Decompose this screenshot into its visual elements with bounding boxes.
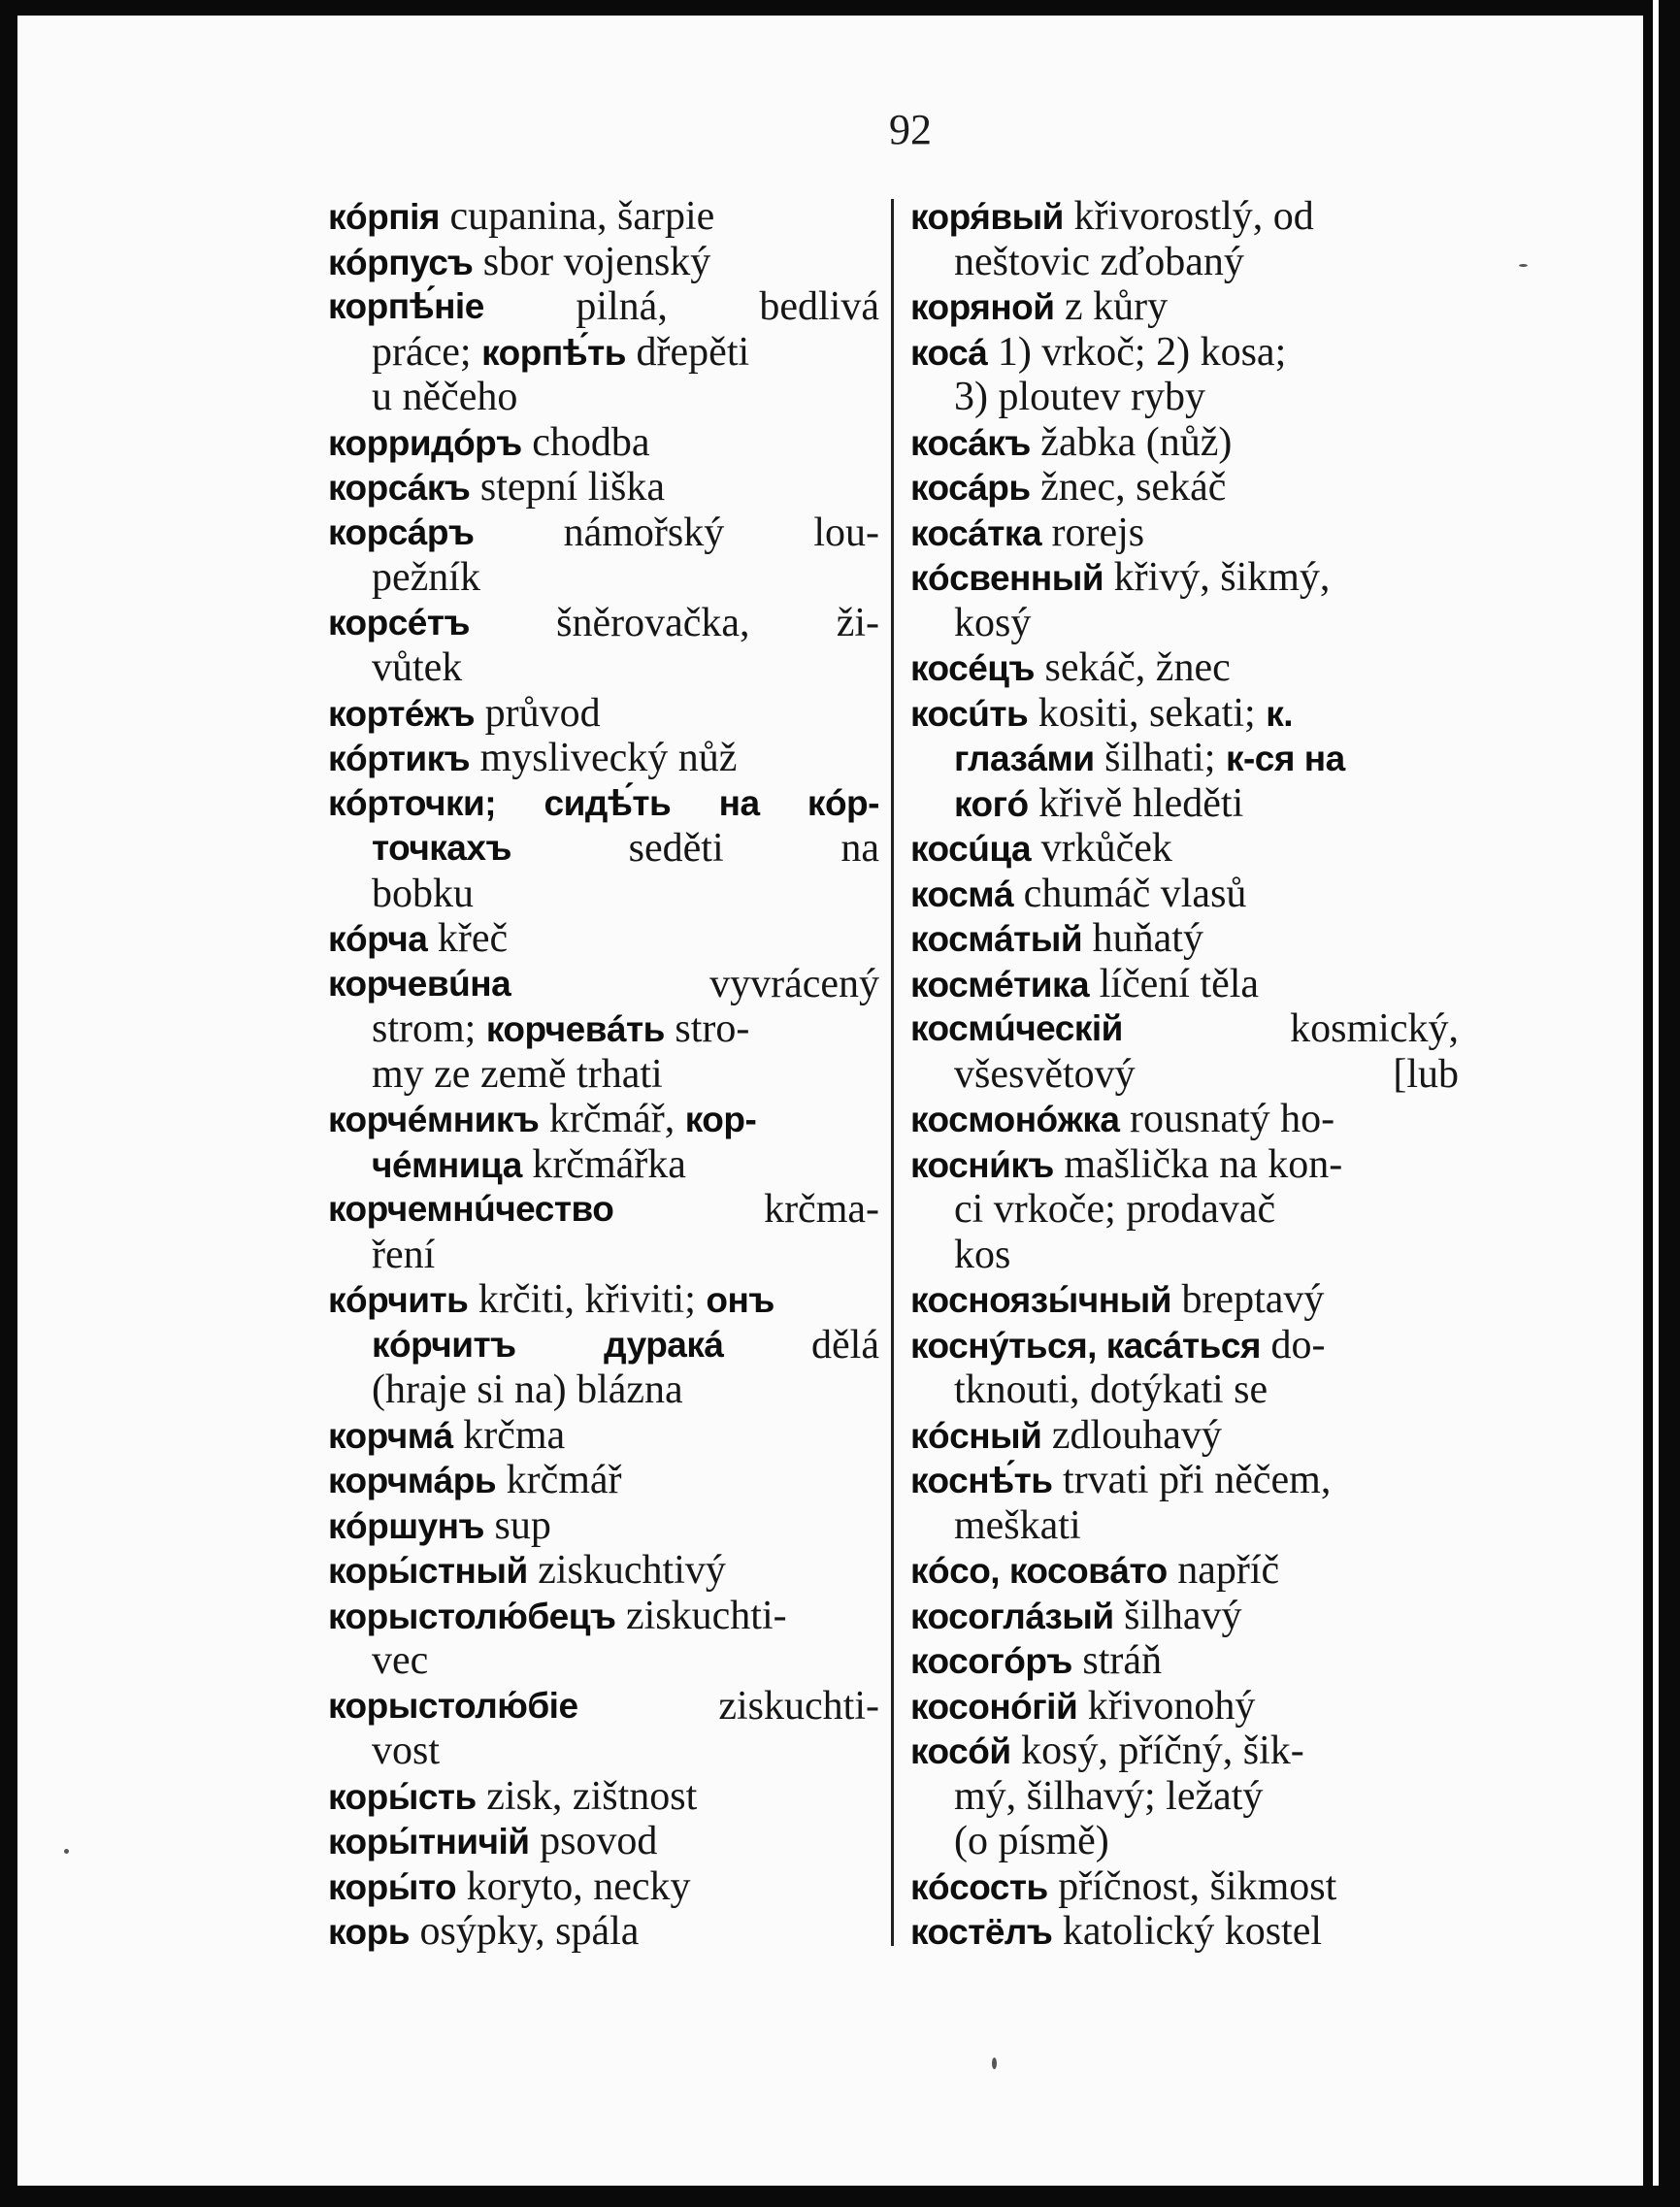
headword: кóрча (328, 919, 428, 959)
dictionary-entry-line (328, 691, 879, 737)
scan-border-left (0, 0, 17, 2207)
dictionary-entry-line (328, 284, 879, 330)
entry-continuation-line (910, 240, 1459, 285)
headword: кóрчитъ (372, 1324, 516, 1365)
dictionary-entry-line (328, 1909, 879, 1955)
scan-speck (1519, 264, 1528, 267)
headword: корь (328, 1912, 410, 1952)
translation: krčma (452, 1412, 566, 1458)
translation: křivorostlý, od (1063, 194, 1314, 239)
dictionary-entry-line (328, 1187, 879, 1233)
headword: корчмá (328, 1415, 453, 1456)
translation: líčení těla (1089, 961, 1260, 1006)
headword: кóсвенный (910, 558, 1104, 598)
headword: коря́вый (910, 197, 1064, 237)
right-column (910, 194, 1459, 1955)
translation: vůtek (372, 645, 463, 690)
dictionary-entry-line (328, 736, 879, 781)
headword: косéцъ (910, 648, 1036, 688)
dictionary-entry-line (910, 1638, 1459, 1684)
translation: šilhati; (1094, 736, 1226, 780)
dictionary-entry-line (328, 962, 879, 1007)
translation: sbor vojenský (473, 239, 711, 284)
dictionary-entry-line (328, 1684, 879, 1729)
headword: косáрь (910, 468, 1031, 508)
translation: ži- (836, 600, 879, 645)
dictionary-entry-line (910, 916, 1459, 962)
entry-continuation-line (328, 1323, 879, 1368)
headword: косúть (910, 693, 1029, 734)
translation: do- (1261, 1322, 1326, 1367)
scan-speck (992, 2058, 997, 2069)
headword: корчемнúчество (328, 1189, 614, 1229)
translation: žabka (nůž) (1030, 419, 1233, 465)
dictionary-entry-line (910, 1864, 1459, 1910)
translation: krčmářka (521, 1141, 686, 1187)
translation: sup (483, 1502, 551, 1548)
entry-continuation-line (910, 1819, 1459, 1864)
headword: космонóжка (910, 1100, 1120, 1139)
entry-continuation-line (328, 645, 879, 691)
translation: křivý, šikmý, (1104, 555, 1331, 600)
translation: na (840, 826, 879, 871)
translation: křivě hleděti (1028, 780, 1244, 826)
translation: rorejs (1041, 510, 1145, 555)
headword: коснѣ́ть (910, 1461, 1053, 1500)
translation: krčmář, (539, 1097, 685, 1141)
translation: katolický kostel (1052, 1909, 1323, 1954)
dictionary-entry-line (910, 1909, 1459, 1955)
translation: stepní liška (470, 465, 666, 510)
translation: zdlouhavý (1041, 1412, 1222, 1458)
translation: dělá (811, 1322, 879, 1367)
dictionary-entry-line (910, 1142, 1459, 1188)
dictionary-entry-line (328, 1458, 879, 1503)
scan-border-bottom (0, 2186, 1680, 2207)
translation: kosý, příčný, šik- (1010, 1729, 1304, 1773)
entry-continuation-line (910, 1233, 1459, 1278)
translation: ci vrkoče; prodavač (954, 1187, 1276, 1232)
headword: косáтка (910, 512, 1042, 553)
headword: дуракá (604, 1324, 724, 1365)
translation: breptavý (1170, 1277, 1325, 1322)
headword: коры́тничій (328, 1822, 530, 1861)
dictionary-entry-line (328, 1097, 879, 1142)
headword: точкахъ (372, 828, 511, 868)
translation: vost (372, 1729, 441, 1773)
dictionary-entry-line (910, 194, 1459, 240)
headword: коры́стный (328, 1551, 528, 1591)
entry-continuation-line (910, 781, 1459, 827)
translation: zisk, zištnost (476, 1773, 698, 1819)
headword: костёлъ (910, 1912, 1053, 1952)
dictionary-entry-line (328, 511, 879, 556)
dictionary-entry-line (910, 1323, 1459, 1368)
entry-continuation-line (328, 1006, 879, 1052)
translation: křeč (427, 916, 509, 961)
translation: ziskuchti- (718, 1683, 879, 1729)
headword: коры́сть (328, 1776, 477, 1817)
translation: [lub (1393, 1051, 1459, 1097)
translation: psovod (529, 1819, 658, 1863)
translation: chodba (521, 419, 650, 465)
dictionary-entry-line (328, 781, 879, 827)
dictionary-entry-line (910, 1413, 1459, 1459)
headword: кор- (684, 1100, 757, 1139)
dictionary-entry-line (328, 240, 879, 285)
dictionary-entry-line (910, 330, 1459, 376)
translation: strom; (372, 1006, 486, 1051)
headword: косогóръ (910, 1641, 1072, 1681)
dictionary-entry-line (910, 511, 1459, 556)
translation: šilhavý (1113, 1593, 1242, 1638)
dictionary-entry-line (328, 420, 879, 466)
translation: napříč (1167, 1548, 1280, 1593)
translation: kositi, sekati; (1028, 690, 1267, 736)
dictionary-entry-line (910, 872, 1459, 917)
headword: косонóгій (910, 1686, 1078, 1727)
translation: průvod (475, 690, 601, 736)
headword: кóртикъ (328, 739, 471, 778)
headword: кóршунъ (328, 1505, 484, 1546)
translation: dřepěti (626, 329, 750, 375)
headword: косóй (910, 1731, 1011, 1771)
headword: космúческій (910, 1008, 1123, 1048)
headword: кóр- (807, 782, 879, 823)
translation: krčma- (764, 1187, 879, 1232)
headword: корчевáть (485, 1009, 665, 1049)
headword: корчевúна (328, 963, 511, 1004)
entry-continuation-line (328, 1638, 879, 1684)
entry-continuation-line (910, 1367, 1459, 1413)
translation: osýpky, spála (409, 1909, 640, 1954)
page-number: 92 (889, 106, 932, 153)
entry-continuation-line (910, 736, 1459, 781)
dictionary-entry-line (328, 1594, 879, 1639)
headword: глазáми (954, 739, 1095, 778)
headword: сидѣ́ть (544, 782, 672, 823)
headword: косноязы́чный (910, 1280, 1171, 1320)
entry-continuation-line (910, 1774, 1459, 1820)
translation: mašlička na kon- (1053, 1141, 1343, 1187)
entry-continuation-line (328, 1367, 879, 1413)
translation: sekáč, žnec (1035, 645, 1231, 690)
translation: mý, šilhavý; ležatý (954, 1773, 1264, 1819)
headword: кóрпусъ (328, 242, 474, 282)
translation: kos (954, 1232, 1011, 1277)
entry-continuation-line (910, 1187, 1459, 1233)
dictionary-entry-line (910, 1277, 1459, 1323)
headword: косни́къ (910, 1144, 1054, 1185)
headword: космá (910, 873, 1014, 914)
headword: корсáкъ (328, 468, 471, 508)
headword: косá (910, 332, 988, 373)
translation: z kůry (1054, 284, 1169, 329)
headword: кóрчить (328, 1280, 469, 1320)
translation: námořský (563, 510, 725, 555)
headword: к-ся на (1225, 739, 1345, 778)
translation: žnec, sekáč (1030, 465, 1227, 510)
translation: pilná, (576, 284, 668, 329)
translation: seděti (628, 826, 724, 871)
dictionary-entry-line (910, 1548, 1459, 1594)
translation: krčmář (496, 1458, 622, 1502)
translation: vyvrácený (709, 961, 879, 1006)
dictionary-entry-line (328, 1277, 879, 1323)
dictionary-entry-line (910, 284, 1459, 330)
translation: kosmický, (1290, 1006, 1459, 1051)
headword: корпѣ́ть (481, 332, 627, 373)
headword: корридóръ (328, 422, 522, 463)
dictionary-entry-line (910, 1684, 1459, 1729)
translation: 1) vrkoč; 2) kosa; (987, 329, 1287, 375)
translation: vec (372, 1638, 429, 1683)
translation: 3) ploutev ryby (954, 375, 1205, 419)
dictionary-entry-line (910, 962, 1459, 1007)
translation: neštovic zďobaný (954, 239, 1244, 284)
headword: кóрпія (328, 197, 440, 237)
dictionary-entry-line (910, 826, 1459, 872)
entry-continuation-line (328, 330, 879, 376)
dictionary-entry-line (328, 1774, 879, 1820)
entry-continuation-line (910, 601, 1459, 646)
translation: vrkůček (1031, 826, 1172, 871)
headword: корыстолю́бецъ (328, 1596, 616, 1636)
scan-border-top (0, 0, 1680, 16)
headword: корсáръ (328, 511, 475, 552)
dictionary-entry-line (328, 1819, 879, 1864)
entry-continuation-line (328, 872, 879, 917)
translation: koryto, necky (456, 1863, 691, 1909)
translation: kosý (954, 600, 1032, 645)
dictionary-entry-line (328, 601, 879, 646)
headword: косоглáзый (910, 1596, 1114, 1636)
headword: корчмáрь (328, 1461, 497, 1500)
scan-border-right (1643, 0, 1680, 2207)
entry-continuation-line (910, 375, 1459, 420)
translation: lou- (813, 510, 879, 555)
headword: кóрточки; (328, 782, 497, 823)
headword: косáкъ (910, 422, 1031, 463)
scan-speck (64, 1849, 69, 1854)
headword: кóсный (910, 1415, 1042, 1456)
dictionary-entry-line (910, 1006, 1459, 1052)
translation: huňatý (1082, 916, 1203, 961)
headword: когó (954, 783, 1029, 824)
headword: корсéтъ (328, 602, 470, 642)
entry-continuation-line (328, 826, 879, 872)
headword: косúца (910, 829, 1032, 869)
translation: u něčeho (372, 375, 518, 419)
headword: кóсо, косовáто (910, 1551, 1168, 1591)
headword: космéтика (910, 964, 1090, 1005)
translation: trvati při něčem, (1052, 1458, 1332, 1502)
headword: кóсость (910, 1866, 1048, 1907)
headword: к. (1266, 693, 1294, 734)
left-column (328, 194, 879, 1955)
translation: pežník (372, 555, 480, 600)
translation: rousnatý ho- (1119, 1097, 1335, 1141)
translation: meškati (954, 1502, 1081, 1548)
dictionary-entry-line (910, 555, 1459, 601)
dictionary-entry-line (328, 1864, 879, 1910)
translation: myslivecký nůž (470, 736, 738, 780)
dictionary-entry-line (328, 465, 879, 511)
entry-continuation-line (328, 1052, 879, 1098)
translation: ziskuchti- (615, 1593, 787, 1638)
dictionary-entry-line (910, 465, 1459, 511)
translation: (hraje si na) blázna (372, 1367, 683, 1412)
translation: všesvětový (954, 1051, 1136, 1097)
headword: кортéжъ (328, 693, 476, 734)
headword: онъ (706, 1280, 774, 1320)
dictionary-entry-line (328, 916, 879, 962)
translation: bedlivá (759, 284, 879, 329)
dictionary-entry-line (910, 645, 1459, 691)
dictionary-entry-line (328, 1503, 879, 1549)
translation: bobku (372, 871, 474, 916)
entry-continuation-line (910, 1052, 1459, 1098)
translation: stro- (664, 1006, 750, 1051)
entry-continuation-line (328, 1729, 879, 1774)
translation: (o písmě) (954, 1819, 1109, 1863)
entry-continuation-line (328, 1233, 879, 1278)
dictionary-entry-line (328, 194, 879, 240)
headword: космáтый (910, 919, 1083, 959)
entry-continuation-line (910, 1503, 1459, 1549)
dictionary-entry-line (910, 420, 1459, 466)
translation: my ze země trhati (372, 1051, 663, 1097)
headword: корыстолю́біе (328, 1685, 578, 1726)
translation: ření (372, 1232, 436, 1277)
headword: корчéмникъ (328, 1100, 540, 1139)
translation: práce; (372, 329, 482, 375)
translation: křivonohý (1077, 1683, 1256, 1729)
scan-border-right-gap (1653, 0, 1659, 2207)
translation: stráň (1071, 1638, 1163, 1683)
entry-continuation-line (328, 375, 879, 420)
headword: корпѣ́ніе (328, 286, 484, 326)
dictionary-entry-line (910, 1097, 1459, 1142)
translation: tknouti, dotýkati se (954, 1367, 1268, 1412)
translation: ziskuchtivý (527, 1548, 726, 1593)
headword: на (718, 782, 760, 823)
dictionary-entry-line (910, 691, 1459, 737)
dictionary-entry-line (910, 1729, 1459, 1774)
headword: коряной (910, 287, 1055, 327)
headword: чéмница (372, 1144, 522, 1185)
translation: chumáč vlasů (1013, 871, 1247, 916)
dictionary-entry-line (910, 1594, 1459, 1639)
translation: příčnost, šikmost (1047, 1863, 1337, 1909)
dictionary-entry-line (910, 1458, 1459, 1503)
dictionary-entry-line (328, 1413, 879, 1459)
entry-continuation-line (328, 555, 879, 601)
translation: cupanina, šarpie (439, 194, 715, 239)
translation: krčiti, křiviti; (468, 1277, 707, 1322)
translation: šněrovačka, (556, 600, 750, 645)
headword: коры́то (328, 1866, 457, 1907)
entry-continuation-line (328, 1142, 879, 1188)
dictionary-entry-line (328, 1548, 879, 1594)
column-divider (891, 199, 894, 1946)
headword: коснýться, касáться (910, 1325, 1262, 1366)
